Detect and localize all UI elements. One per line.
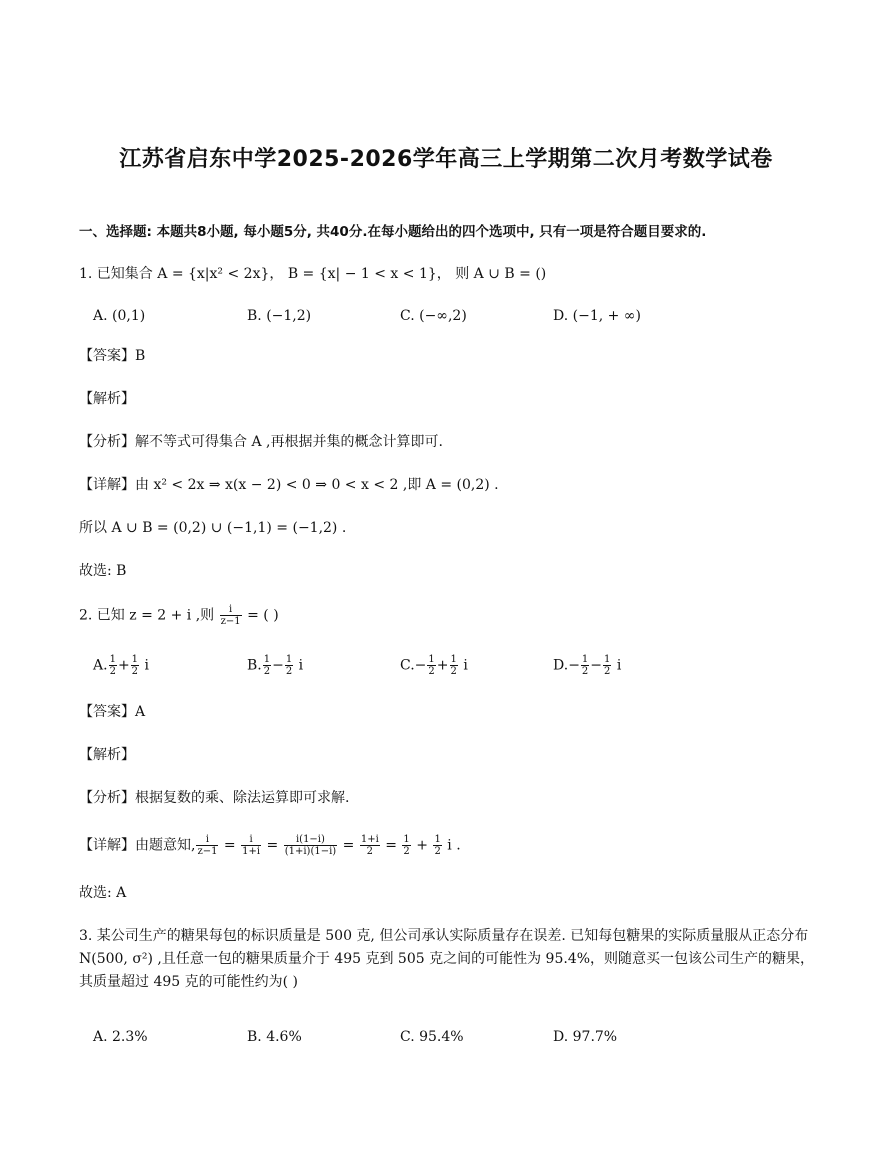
q2-analysis-head: 【解析】 xyxy=(79,747,135,763)
q2-detail: 【详解】由题意知, $\frac{i}{z-1}$ = $\frac{i}{1+i}$ = $\frac{i(1-i)}{(1+i)(1-i)}$ = $\frac{1+i}{2}$ = $\frac{1}{2}$ + $\frac{1}{2}$ i . xyxy=(79,834,461,857)
q2-option-c-d1: 2 xyxy=(428,666,435,677)
q2-option-d-sign: − xyxy=(568,657,580,674)
q2-option-a-frac1 xyxy=(109,654,117,677)
q2-option-d-frac1 xyxy=(581,654,589,677)
q1-option-b: B. (−1,2) xyxy=(247,308,312,324)
q1-choose: 故选: B xyxy=(79,563,127,579)
q2-option-b-n1: 1 xyxy=(263,654,271,665)
q2-option-c: C.− $\frac{1}{2}$ + $\frac{1}{2}$ i xyxy=(400,654,468,677)
q2-detail-pre: 【详解】由题意知, xyxy=(79,837,196,854)
q1-detail-2: 所以 A ∪ B = (0,2) ∪ (−1,1) = (−1,2) . xyxy=(79,520,347,536)
q2-option-a-label: A. xyxy=(93,657,108,674)
q2-detail-frac-6: $\frac{1}{2}$ xyxy=(434,834,441,857)
q2-stem-frac-den: z−1 xyxy=(220,616,241,627)
q2-option-d-op: − xyxy=(590,657,603,674)
q2-stem-fraction xyxy=(220,604,242,627)
page-title: 江苏省启东中学2025-2026学年高三上学期第二次月考数学试卷 xyxy=(119,147,773,172)
q1-stem: 1. 已知集合 A = {x|x² < 2x}， B = {x| − 1 < x < 1}， 则 A ∪ B = () xyxy=(79,266,547,282)
q2-answer: 【答案】A xyxy=(79,704,146,720)
q2-stem-pre: 2. 已知 z = 2 + i ,则 xyxy=(79,607,215,624)
q2-option-c-label: C. xyxy=(400,657,415,674)
q1-detail: 【详解】由 x² < 2x ⇒ x(x − 2) < 0 ⇒ 0 < x < 2 ,即 A = (0,2) . xyxy=(79,477,499,493)
q2-stem-post: = ( ) xyxy=(247,607,279,624)
q2-option-a-frac2 xyxy=(131,654,139,677)
q1-option-a: A. (0,1) xyxy=(93,308,146,324)
q2-choose: 故选: A xyxy=(79,885,127,901)
q3-option-a: A. 2.3% xyxy=(93,1029,148,1045)
q2-stem-frac-num: i xyxy=(220,604,242,616)
q2-option-b-d2: 2 xyxy=(285,666,293,677)
q2-option-a-d2: 2 xyxy=(131,666,139,677)
q2-option-c-frac2 xyxy=(450,654,458,677)
q3-option-b: B. 4.6% xyxy=(247,1029,302,1045)
q3-option-c: C. 95.4% xyxy=(400,1029,464,1045)
q2-option-b: B. $\frac{1}{2}$ − $\frac{1}{2}$ i xyxy=(247,654,304,677)
q2-detail-frac-1: $\frac{i}{z-1}$ xyxy=(197,834,218,857)
q2-option-d: D.− $\frac{1}{2}$ − $\frac{1}{2}$ i xyxy=(553,654,622,677)
q2-option-d-n1: 1 xyxy=(581,654,589,665)
q1-option-d: D. (−1, + ∞) xyxy=(553,308,641,324)
q2-stem xyxy=(79,604,279,627)
q2-option-c-d2: 2 xyxy=(450,666,457,677)
q3-option-d: D. 97.7% xyxy=(553,1029,618,1045)
q2-option-b-label: B. xyxy=(247,657,262,674)
q1-analysis-head: 【解析】 xyxy=(79,391,135,407)
q1-option-c: C. (−∞,2) xyxy=(400,308,467,324)
q2-analysis: 【分析】根据复数的乘、除法运算即可求解. xyxy=(79,790,350,806)
q2-option-c-sign: − xyxy=(414,657,427,674)
q2-option-b-frac2 xyxy=(285,654,293,677)
q2-option-d-label: D. xyxy=(553,657,569,674)
q2-option-a-n1: 1 xyxy=(109,654,116,665)
q2-option-d-d1: 2 xyxy=(581,666,589,677)
q2-option-b-op: − xyxy=(272,657,284,674)
q2-option-c-frac1 xyxy=(427,654,435,677)
q2-detail-frac-5: $\frac{1}{2}$ xyxy=(403,834,410,857)
q2-option-d-n2: 1 xyxy=(604,654,611,665)
q2-option-c-op: + xyxy=(436,657,449,674)
q2-option-c-n2: 1 xyxy=(450,654,457,665)
q2-option-d-d2: 2 xyxy=(604,666,611,677)
q2-detail-frac-3: $\frac{i(1-i)}{(1+i)(1-i)}$ xyxy=(284,834,337,857)
q2-option-c-n1: 1 xyxy=(428,654,435,665)
q2-detail-frac-2: $\frac{i}{1+i}$ xyxy=(242,834,261,857)
q1-answer: 【答案】B xyxy=(79,348,146,364)
q2-option-a: A. $\frac{1}{2}$ + $\frac{1}{2}$ i xyxy=(93,654,149,677)
q2-detail-frac-4: $\frac{1+i}{2}$ xyxy=(360,834,379,857)
q2-option-a-d1: 2 xyxy=(109,666,116,677)
q2-option-b-frac1 xyxy=(263,654,271,677)
q2-option-b-n2: 1 xyxy=(285,654,293,665)
q2-option-b-d1: 2 xyxy=(263,666,271,677)
q2-option-d-frac2 xyxy=(603,654,611,677)
q3-stem: 3. 某公司生产的糖果每包的标识质量是 500 克, 但公司承认实际质量存在误差. 已知每包糖果的实际质量服从正态分布 N(500, σ²) ,且任意一包的糖果质量介于 495 克到 505 克之间的可能性为 95.4%，则随意买一包该公司生产的糖果，其质量超过 495 克的可能性约为( ) xyxy=(79,928,815,990)
q1-analysis: 【分析】解不等式可得集合 A ,再根据并集的概念计算即可. xyxy=(79,434,443,450)
section-heading: 一、选择题: 本题共8小题, 每小题5分, 共40分.在每小题给出的四个选项中, 只有一项是符合题目要求的. xyxy=(79,224,707,240)
q2-option-a-op: + xyxy=(117,657,130,674)
q2-option-a-n2: 1 xyxy=(131,654,139,665)
